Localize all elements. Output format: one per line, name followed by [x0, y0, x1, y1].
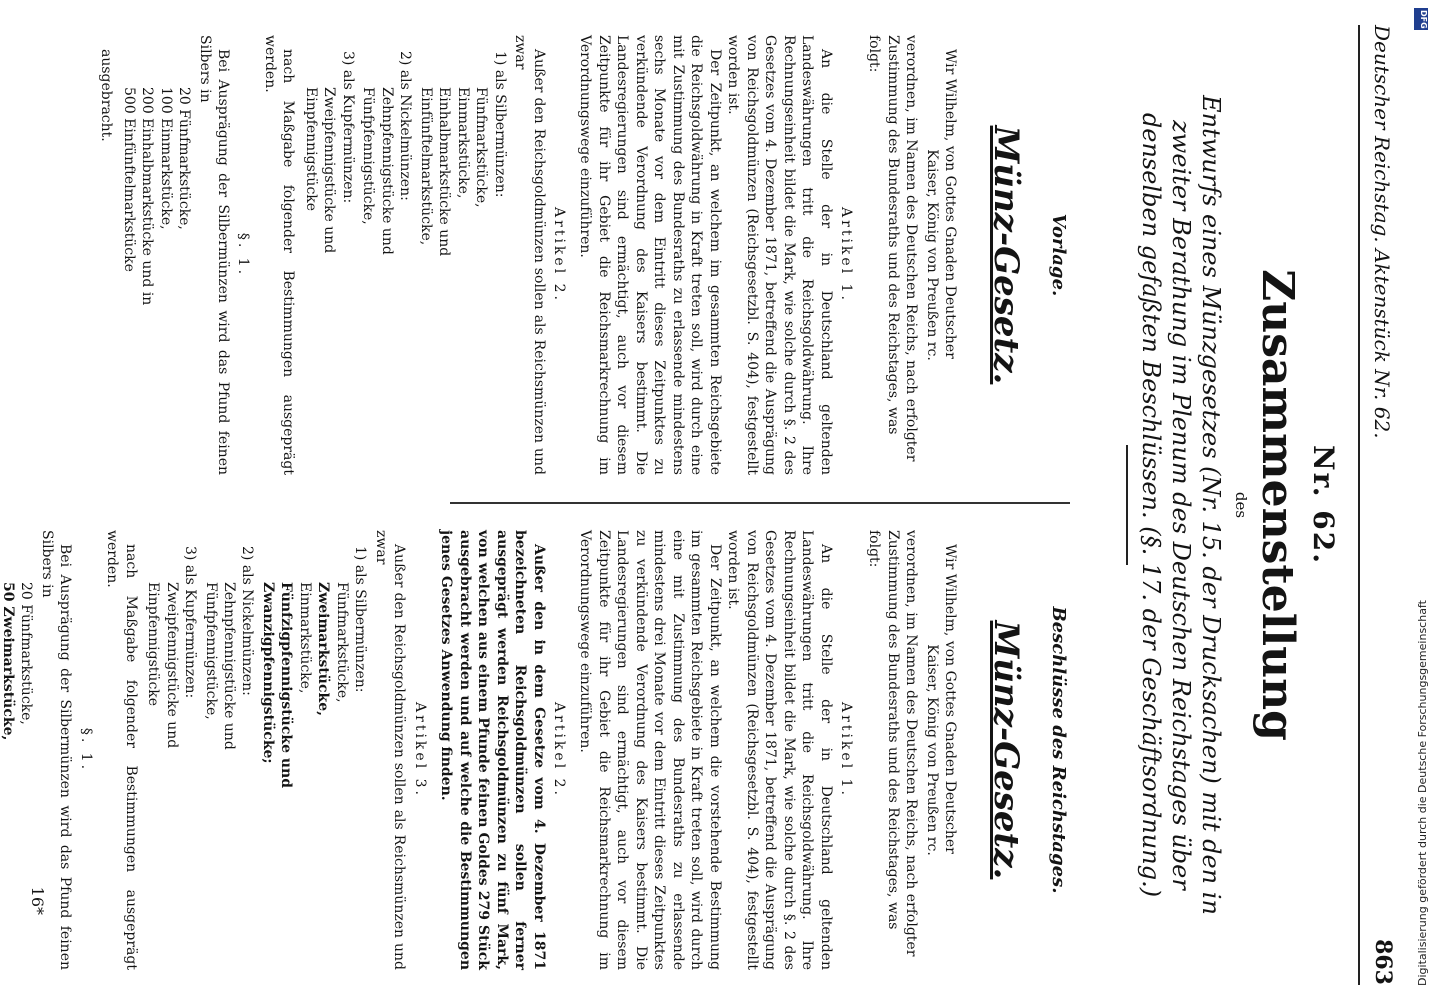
list-item: Fünfzigpfennigstücke und	[278, 582, 295, 788]
document-number: Nr. 62.	[1307, 445, 1340, 565]
enacting-formula: verordnen, im Namen des Deutschen Reichs, nach erfolgter Zustimmung des Bundesraths und des Reichstages, was folgt:	[866, 530, 920, 957]
list-group-heading: 1) als Silbermünzen:	[491, 51, 508, 198]
column-divider	[450, 502, 1070, 504]
intro-line: Wir Wilhelm, von Gottes Gnaden Deutscher	[942, 544, 959, 854]
article-text: An die Stelle der in Deutschland geltenden Landeswährungen tritt die Reichsgoldwährung. Ihre Rechnungseinheit bildet die Mark, wie solche durch §. 2 des Gesetzes vom 4. Dezember 1871, betreffend die Ausprägung von Reichsgoldmünzen (Reichsgesetzbl. S. 404), festgestellt worden ist.	[725, 35, 834, 475]
signature-mark: 16*	[28, 886, 47, 915]
list-item: 100 Einmarkstücke,	[157, 87, 174, 230]
document-subtitle: Entwurfs eines Münzgesetzes (Nr. 15. der Drucksachen) mit den in zweiter Berathung im Plenum des Deutschen Reichstages über denselben gefaßten Beschlüssen. (§. 17. der Geschäftsordnung.)	[1137, 95, 1225, 915]
list-group-heading: 2) als Nickelmünzen:	[397, 51, 414, 201]
article-heading: Artikel 3.	[411, 702, 428, 798]
list-item: 20 Fünfmarkstücke,	[18, 582, 35, 725]
list-group-heading: 1) als Silbermünzen:	[352, 546, 369, 693]
list-item: 20 Fünfmarkstücke,	[176, 87, 193, 230]
list-item: Einpfennigstücke	[302, 87, 319, 212]
article-heading: Artikel 1.	[838, 702, 855, 798]
document-page	[0, 25, 1400, 985]
list-group-heading: 2) als Nickelmünzen:	[239, 546, 256, 696]
article-heading: Artikel 1.	[838, 207, 855, 303]
list-group-heading: 3) als Kupfermünzen:	[339, 51, 356, 204]
list-item: Zehnpfennigstücke und	[221, 582, 238, 750]
list-item: Einhalbmarkstücke und	[436, 87, 453, 257]
list-item: Einpfennigstücke	[145, 582, 162, 707]
list-closing-text: nach Maßgabe folgender Bestimmungen ausgeprägt werden.	[261, 35, 297, 475]
right-column-beschluesse	[0, 530, 1070, 970]
column-heading: Beschlüsse des Reichstages.	[1048, 606, 1069, 894]
list-item: Zweipfennigstücke und	[163, 582, 180, 749]
intro-line: Wir Wilhelm, von Gottes Gnaden Deutscher	[942, 49, 959, 359]
list-item: Fünfpfennigstücke,	[360, 87, 377, 225]
section-heading: §. 1.	[77, 727, 94, 773]
list-item: Fünfmarkstücke,	[333, 582, 350, 703]
list-closing-text: nach Maßgabe folgender Bestimmungen ausgeprägt werden.	[104, 530, 139, 970]
coin-count-list	[119, 51, 193, 475]
section-text: Bei Ausprägung der Silbermünzen wird das Pfund feinen Silbers in	[196, 35, 232, 475]
intro-line: Kaiser, König von Preußen rc.	[923, 149, 940, 361]
document-title: Zusammenstellung	[1252, 269, 1303, 741]
list-item: Zweimarkstücke,	[315, 582, 332, 716]
article-text: Außer den in dem Gesetze vom 4. Dezember 1871 bezeichneten Reichsgoldmünzen sollen ferner ausgeprägt werden Reichsgoldmünzen zu fünf Mark, von welchen aus einem Pfunde feinen Goldes 279 Stück ausgebracht werden und auf welche die Bestimmungen jenes Gesetzes Anwendung finden.	[438, 530, 547, 970]
list-item: Zweipfennigstücke und	[321, 87, 338, 254]
article-heading: Artikel 2.	[551, 207, 567, 303]
title-rule	[1126, 445, 1128, 565]
list-item: Zwanzigpfennigstücke;	[259, 582, 276, 764]
law-title: Münz-Gesetz.	[986, 125, 1027, 385]
coin-list	[301, 51, 508, 475]
title-connector: des	[1232, 491, 1250, 519]
section-heading: §. 1.	[235, 232, 252, 278]
list-item: Einmarkstücke,	[454, 87, 471, 199]
header-title: Deutscher Reichstag. Aktenstück Nr. 62.	[1370, 25, 1394, 439]
coin-list	[144, 546, 370, 970]
section-text: Bei Ausprägung der Silbermünzen wird das Pfund feinen Silbers in	[38, 530, 74, 970]
list-item: Einmarkstücke,	[296, 582, 313, 694]
list-item: Zehnpfennigstücke und	[378, 87, 395, 255]
funding-credit: Digitalisierung gefördert durch die Deutsche Forschungsgemeinschaft	[1416, 600, 1429, 986]
list-item: 500 Einfünftelmarkstücke	[120, 87, 137, 272]
article-text: An die Stelle der in Deutschland geltenden Landeswährungen tritt die Reichsgoldwährung. Ihre Rechnungseinheit bildet die Mark, wie solche durch §. 2 des Gesetzes vom 4. Dezember 1871, betreffend die Ausprägung von Reichsgoldmünzen (Reichsgesetzbl. S. 404), festgestellt worden ist.	[725, 530, 834, 970]
article-text: Der Zeitpunkt, an welchem die vorstehende Bestimmung im gesammten Reichsgebiete in Kraft treten soll, wird durch eine mit Zustimmung des Bundesraths zu erlassende mindestens drei Monate vor dem Eintritt dieses Zeitpunktes zu verkündende Verordnung des Kaisers bestimmt. Die Landesregierungen sind ermächtigt, auch vor diesem Zeitpunkte für ihr Gebiet die Reichsmarkrechnung im Verordnungswege einzuführen.	[577, 530, 723, 970]
page-header	[1358, 25, 1400, 985]
list-item: Fünfmarkstücke,	[473, 87, 490, 208]
article-text: Der Zeitpunkt, an welchem im gesammten Reichsgebiete die Reichsgoldwährung in Kraft treten soll, wird durch eine mit Zustimmung des Bundesraths zu erlassende mindestens sechs Monate vor dem Eintritt dieses Zeitpunktes zu verkündende Verordnung des Kaisers bestimmt. Die Landesregierungen sind ermächtigt, auch vor diesem Zeitpunkte für ihr Gebiet die Reichsmarkrechnung im Verordnungswege einzuführen.	[577, 35, 723, 475]
page-number: 863	[1370, 939, 1396, 985]
column-heading: Vorlage.	[1048, 213, 1069, 297]
title-block	[1126, 25, 1340, 985]
intro-line: Kaiser, König von Preußen rc.	[923, 644, 940, 856]
dfg-logo: DFG	[1414, 8, 1428, 30]
list-item: Einfünftelmarkstücke,	[417, 87, 434, 246]
enacting-formula: verordnen, im Namen des Deutschen Reichs, nach erfolgter Zustimmung des Bundesraths und des Reichstages, was folgt:	[866, 35, 920, 462]
list-item: 50 Zweimarkstücke,	[0, 582, 16, 741]
list-group-heading: 3) als Kupfermünzen:	[182, 546, 199, 699]
law-title: Münz-Gesetz.	[986, 620, 1027, 880]
list-item: Fünfpfennigstücke,	[202, 582, 219, 720]
section-closing-text: ausgebracht.	[98, 49, 115, 142]
article-text: Außer den Reichsgoldmünzen sollen als Reichsmünzen und zwar	[372, 530, 408, 970]
list-item: 200 Einhalbmarkstücke und in	[139, 87, 156, 306]
article-text: Außer den Reichsgoldmünzen sollen als Reichsmünzen und zwar	[512, 35, 547, 475]
article-heading: Artikel 2.	[551, 702, 567, 798]
left-column-vorlage	[97, 35, 1070, 475]
